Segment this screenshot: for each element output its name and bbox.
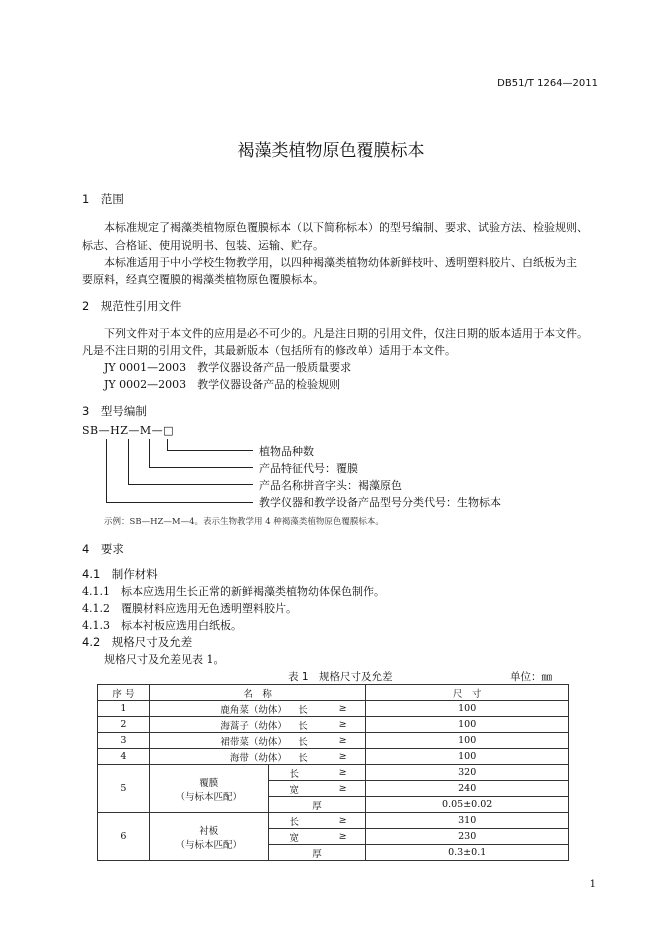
cell-name (149, 717, 320, 733)
table-header-row (98, 685, 569, 701)
cell-size: 100 (366, 717, 569, 733)
cell-sym: ≥ (320, 829, 366, 845)
clause-4-1-1: 4.1.1 标本应选用生长正常的新鲜褐藻类植物幼体保色制作。 (82, 585, 385, 598)
row-dim: 长 (298, 704, 308, 716)
references-paragraph-line-2: 凡是不注日期的引用文件，其最新版本（包括所有的修改单）适用于本文件。 (82, 344, 456, 357)
table-caption: 表 1 规格尺寸及允差 (288, 671, 393, 683)
row-name: 鹿角菜（幼体） (220, 704, 287, 716)
cell-dim: 长 (268, 765, 320, 781)
cell-size: 240 (366, 781, 569, 797)
cell-sym: ≥ (320, 781, 366, 797)
code-label-species-count: 植物品种数 (259, 445, 314, 458)
cell-no: 6 (98, 813, 150, 861)
section-3-heading: 3 型号编制 (82, 404, 147, 418)
cell-size: 320 (366, 765, 569, 781)
cell-no: 2 (98, 717, 150, 733)
model-code: SB—HZ—M—□ (82, 424, 175, 437)
row-dim: 长 (298, 736, 308, 748)
table-unit: 单位：㎜ (510, 671, 552, 683)
cell-name (149, 749, 320, 765)
header-name: 名 称 (149, 685, 365, 701)
bracket-line (167, 439, 168, 450)
row-name: 覆膜 (199, 777, 219, 789)
row-name-sub: （与标本匹配） (175, 791, 242, 803)
row-name: 海带（幼体） (229, 752, 287, 764)
clause-4-1-3: 4.1.3 标本衬板应选用白纸板。 (82, 619, 242, 632)
cell-name (149, 765, 268, 813)
bracket-line (149, 439, 150, 467)
table-row (98, 749, 569, 765)
scope-paragraph-2-line-1: 本标准适用于中小学校生物教学用，以四种褐藻类植物幼体新鲜枝叶、透明塑料胶片、白纸板为主 (104, 256, 577, 269)
cell-dim: 宽 (268, 781, 320, 797)
header-no: 序 号 (98, 685, 150, 701)
table-row (98, 765, 569, 781)
cell-sym: ≥ (320, 701, 366, 717)
row-dim: 长 (298, 720, 308, 732)
cell-no: 3 (98, 733, 150, 749)
table-row (98, 717, 569, 733)
table-row (98, 733, 569, 749)
cell-size: 100 (366, 701, 569, 717)
bracket-line (167, 450, 253, 451)
code-label-category: 教学仪器和教学设备产品型号分类代号：生物标本 (259, 496, 501, 509)
cell-size: 100 (366, 749, 569, 765)
section-4-heading: 4 要求 (82, 542, 124, 556)
code-label-product-name: 产品名称拼音字头：褐藻原色 (259, 479, 402, 492)
cell-dim: 厚 (268, 797, 366, 813)
cell-name (149, 813, 268, 861)
bracket-line (149, 467, 253, 468)
cell-name (149, 733, 320, 749)
cell-sym: ≥ (320, 765, 366, 781)
row-name-sub: （与标本匹配） (175, 839, 242, 851)
cell-size: 0.3±0.1 (366, 845, 569, 861)
cell-sym: ≥ (320, 733, 366, 749)
cell-no: 5 (98, 765, 150, 813)
row-name: 裙带菜（幼体） (220, 736, 287, 748)
table-row (98, 701, 569, 717)
scope-paragraph-2-line-2: 要原料，经真空覆膜的褐藻类植物原色覆膜标本。 (82, 273, 324, 286)
cell-name (149, 701, 320, 717)
page-number: 1 (589, 879, 596, 890)
section-4-1-heading: 4.1 制作材料 (82, 567, 158, 581)
row-name: 海蒿子（幼体） (220, 720, 287, 732)
cell-no: 1 (98, 701, 150, 717)
reference-1: JY 0001—2003 教学仪器设备产品一般质量要求 (104, 361, 352, 374)
scope-paragraph-1-line-1: 本标准规定了褐藻类植物原色覆膜标本（以下简称标本）的型号编制、要求、试验方法、检验规则、 (104, 221, 588, 234)
cell-no: 4 (98, 749, 150, 765)
code-label-feature: 产品特征代号：覆膜 (259, 462, 358, 475)
bracket-line (106, 439, 107, 502)
header-size: 尺 寸 (366, 685, 569, 701)
section-2-heading: 2 规范性引用文件 (82, 299, 182, 313)
cell-size: 230 (366, 829, 569, 845)
clause-4-2-text: 规格尺寸及允差见表 1。 (104, 653, 225, 666)
section-4-2-heading: 4.2 规格尺寸及允差 (82, 635, 193, 649)
section-1-heading: 1 范围 (82, 192, 124, 206)
reference-2: JY 0002—2003 教学仪器设备产品的检验规则 (104, 378, 341, 391)
cell-sym: ≥ (320, 813, 366, 829)
document-title: 褐藻类植物原色覆膜标本 (237, 141, 425, 161)
references-paragraph-line-1: 下列文件对于本文件的应用是必不可少的。凡是注日期的引用文件，仅注日期的版本适用于本文件。 (104, 327, 588, 340)
clause-4-1-2: 4.1.2 覆膜材料应选用无色透明塑料胶片。 (82, 602, 297, 615)
spec-table (97, 684, 569, 861)
bracket-line (106, 502, 253, 503)
row-dim: 长 (298, 752, 308, 764)
cell-size: 0.05±0.02 (366, 797, 569, 813)
bracket-line (128, 439, 129, 484)
row-name: 衬板 (199, 825, 219, 837)
cell-sym: ≥ (320, 749, 366, 765)
bracket-line (128, 484, 253, 485)
standard-code: DB51/T 1264—2011 (497, 78, 598, 89)
model-example: 示例：SB—HZ—M—4。表示生物教学用 4 种褐藻类植物原色覆膜标本。 (104, 517, 384, 527)
cell-size: 100 (366, 733, 569, 749)
cell-sym: ≥ (320, 717, 366, 733)
scope-paragraph-1-line-2: 标志、合格证、使用说明书、包装、运输、贮存。 (82, 239, 324, 252)
cell-size: 310 (366, 813, 569, 829)
cell-dim: 厚 (268, 845, 366, 861)
cell-dim: 宽 (268, 829, 320, 845)
cell-dim: 长 (268, 813, 320, 829)
table-row (98, 813, 569, 829)
